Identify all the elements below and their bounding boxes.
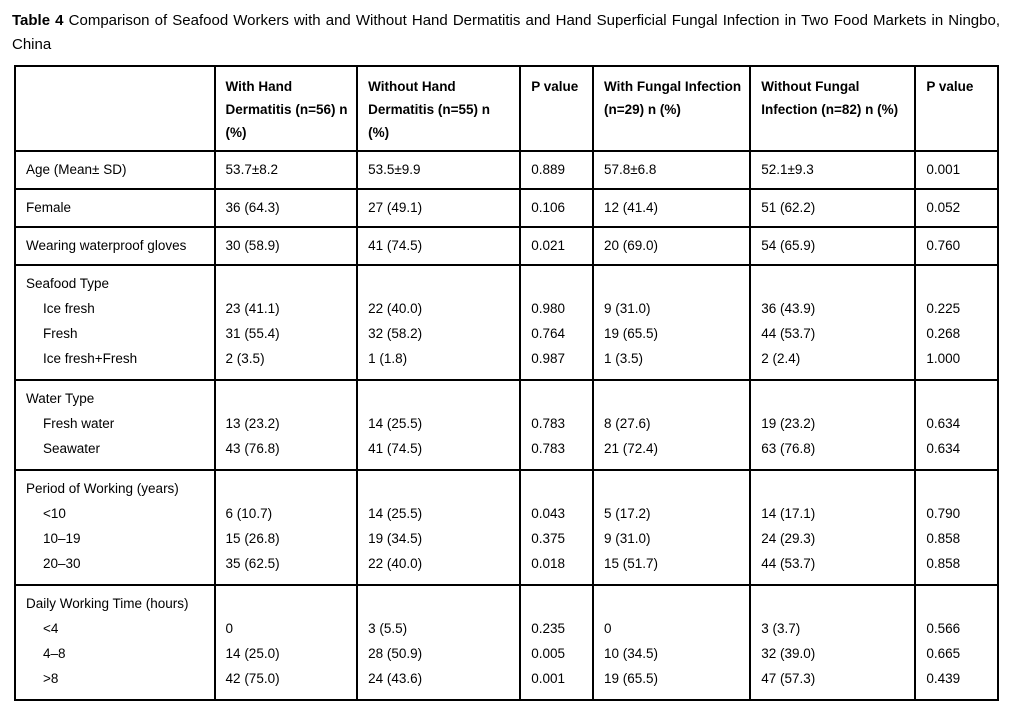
group-item-label: 20–30 [43, 556, 81, 571]
line-spacer [761, 591, 908, 616]
line-spacer [226, 591, 351, 616]
cell-value: 1 (1.8) [368, 351, 408, 366]
group-item-label: <4 [43, 621, 59, 636]
cell-value: 6 (10.7) [225, 506, 273, 521]
cell-value: 0.043 [531, 506, 566, 521]
group-data-cell [593, 380, 750, 470]
group-title: Seafood Type [26, 276, 110, 291]
cell-value: 0.001 [915, 151, 998, 189]
group-data-cell [915, 470, 998, 585]
cell-value: 53.7±8.2 [215, 151, 358, 189]
group-data-cell [215, 380, 358, 470]
line-spacer [761, 476, 908, 501]
cell-value: 54 (65.9) [750, 227, 915, 265]
line-spacer [761, 386, 908, 411]
line-spacer [926, 386, 991, 411]
line-spacer [226, 386, 351, 411]
row-label: Wearing waterproof gloves [15, 227, 215, 265]
cell-value: 57.8±6.8 [593, 151, 750, 189]
cell-value: 19 (34.5) [368, 531, 423, 546]
group-label-cell [15, 380, 215, 470]
column-header-p-value-2: P value [915, 66, 998, 151]
cell-value: 41 (74.5) [357, 227, 520, 265]
group-item-label: Fresh [43, 326, 78, 341]
cell-value: 0.858 [926, 556, 961, 571]
group-item-label: Ice fresh+Fresh [43, 351, 138, 366]
group-data-cell [915, 265, 998, 380]
group-data-cell [520, 380, 593, 470]
cell-value: 0.106 [520, 189, 593, 227]
group-data-cell [915, 585, 998, 700]
row-label: Age (Mean± SD) [15, 151, 215, 189]
line-spacer [226, 476, 351, 501]
cell-value: 14 (25.5) [368, 506, 423, 521]
cell-value: 0.783 [531, 416, 566, 431]
group-item-label: Seawater [43, 441, 101, 456]
line-spacer [531, 271, 586, 296]
cell-value: 9 (31.0) [603, 301, 651, 316]
cell-value: 20 (69.0) [593, 227, 750, 265]
cell-value: 1.000 [926, 351, 961, 366]
cell-value: 47 (57.3) [761, 671, 816, 686]
group-item-label: 10–19 [43, 531, 81, 546]
group-label-cell [15, 585, 215, 700]
group-data-cell [215, 265, 358, 380]
cell-value: 22 (40.0) [368, 556, 423, 571]
table-caption-label: Table 4 [12, 12, 64, 29]
cell-value: 14 (17.1) [761, 506, 816, 521]
table-group-water-type [15, 380, 998, 470]
cell-value: 0.439 [926, 671, 961, 686]
cell-value: 0.634 [926, 441, 961, 456]
group-title: Daily Working Time (hours) [26, 596, 189, 611]
cell-value: 32 (58.2) [368, 326, 423, 341]
cell-value: 0.021 [520, 227, 593, 265]
table-group-period-of-working [15, 470, 998, 585]
cell-value: 12 (41.4) [593, 189, 750, 227]
cell-value: 9 (31.0) [603, 531, 651, 546]
group-data-cell [357, 470, 520, 585]
line-spacer [761, 271, 908, 296]
cell-value: 31 (55.4) [225, 326, 280, 341]
cell-value: 0.760 [915, 227, 998, 265]
line-spacer [368, 386, 513, 411]
cell-value: 0.764 [531, 326, 566, 341]
cell-value: 2 (3.5) [225, 351, 265, 366]
cell-value: 13 (23.2) [225, 416, 280, 431]
table-row-gloves [15, 227, 998, 265]
group-data-cell [750, 470, 915, 585]
group-data-cell [593, 265, 750, 380]
cell-value: 0.858 [926, 531, 961, 546]
cell-value: 0.005 [531, 646, 566, 661]
line-spacer [926, 271, 991, 296]
line-spacer [368, 591, 513, 616]
cell-value: 0.634 [926, 416, 961, 431]
line-spacer [531, 591, 586, 616]
cell-value: 22 (40.0) [368, 301, 423, 316]
cell-value: 0.018 [531, 556, 566, 571]
column-header-variable [15, 66, 215, 151]
group-item-label: <10 [43, 506, 66, 521]
row-label: Female [15, 189, 215, 227]
cell-value: 3 (3.7) [761, 621, 801, 636]
cell-value: 36 (64.3) [215, 189, 358, 227]
column-header-with-dermatitis: With Hand Dermatitis (n=56) n (%) [215, 66, 358, 151]
cell-value: 0.783 [531, 441, 566, 456]
cell-value: 23 (41.1) [225, 301, 280, 316]
cell-value: 0.225 [926, 301, 961, 316]
cell-value: 2 (2.4) [761, 351, 801, 366]
table-header-row [15, 66, 998, 151]
cell-value: 36 (43.9) [761, 301, 816, 316]
group-data-cell [520, 585, 593, 700]
cell-value: 44 (53.7) [761, 556, 816, 571]
cell-value: 53.5±9.9 [357, 151, 520, 189]
group-label-cell [15, 470, 215, 585]
cell-value: 43 (76.8) [225, 441, 280, 456]
cell-value: 1 (3.5) [603, 351, 644, 366]
cell-value: 0.790 [926, 506, 961, 521]
cell-value: 0.566 [926, 621, 961, 636]
table-row-female [15, 189, 998, 227]
group-item-label: Fresh water [43, 416, 115, 431]
group-data-cell [750, 585, 915, 700]
cell-value: 21 (72.4) [603, 441, 659, 456]
cell-value: 8 (27.6) [603, 416, 651, 431]
column-header-without-dermatitis: Without Hand Dermatitis (n=55) n (%) [357, 66, 520, 151]
cell-value: 0.987 [531, 351, 566, 366]
line-spacer [926, 591, 991, 616]
line-spacer [926, 476, 991, 501]
group-data-cell [520, 470, 593, 585]
cell-value: 41 (74.5) [368, 441, 423, 456]
group-data-cell [215, 470, 358, 585]
line-spacer [604, 591, 743, 616]
table-group-seafood-type [15, 265, 998, 380]
line-spacer [604, 271, 743, 296]
cell-value: 63 (76.8) [761, 441, 816, 456]
group-data-cell [750, 265, 915, 380]
cell-value: 24 (29.3) [761, 531, 816, 546]
line-spacer [226, 271, 351, 296]
line-spacer [368, 271, 513, 296]
table-caption [12, 9, 1000, 57]
cell-value: 30 (58.9) [215, 227, 358, 265]
group-data-cell [750, 380, 915, 470]
cell-value: 44 (53.7) [761, 326, 816, 341]
cell-value: 19 (65.5) [603, 671, 659, 686]
group-title: Period of Working (years) [26, 481, 179, 496]
group-data-cell [357, 265, 520, 380]
cell-value: 0.235 [531, 621, 566, 636]
cell-value: 0.052 [915, 189, 998, 227]
group-data-cell [593, 585, 750, 700]
group-item-label: Ice fresh [43, 301, 95, 316]
cell-value: 15 (26.8) [225, 531, 280, 546]
cell-value: 19 (23.2) [761, 416, 816, 431]
group-title: Water Type [26, 391, 95, 406]
column-header-with-fungal: With Fungal Infection (n=29) n (%) [593, 66, 750, 151]
cell-value: 42 (75.0) [225, 671, 280, 686]
table-row-age [15, 151, 998, 189]
cell-value: 35 (62.5) [225, 556, 280, 571]
line-spacer [368, 476, 513, 501]
cell-value: 3 (5.5) [368, 621, 408, 636]
line-spacer [604, 386, 743, 411]
cell-value: 24 (43.6) [368, 671, 423, 686]
line-spacer [531, 386, 586, 411]
group-data-cell [357, 585, 520, 700]
group-data-cell [915, 380, 998, 470]
table-group-daily-working-time [15, 585, 998, 700]
group-data-cell [215, 585, 358, 700]
cell-value: 52.1±9.3 [750, 151, 915, 189]
cell-value: 0.268 [926, 326, 961, 341]
cell-value: 51 (62.2) [750, 189, 915, 227]
group-data-cell [520, 265, 593, 380]
cell-value: 19 (65.5) [603, 326, 659, 341]
line-spacer [604, 476, 743, 501]
cell-value: 0.665 [926, 646, 961, 661]
cell-value: 15 (51.7) [603, 556, 659, 571]
cell-value: 14 (25.0) [225, 646, 280, 661]
comparison-table [14, 65, 999, 701]
table-caption-text: Comparison of Seafood Workers with and Without Hand Dermatitis and Hand Superficial Fungal Infection in Two Food Markets in Ningbo, China [12, 12, 1000, 53]
cell-value: 5 (17.2) [603, 506, 651, 521]
cell-value: 0.889 [520, 151, 593, 189]
group-data-cell [593, 470, 750, 585]
group-item-label: 4–8 [43, 646, 66, 661]
cell-value: 28 (50.9) [368, 646, 423, 661]
line-spacer [531, 476, 586, 501]
column-header-p-value-1: P value [520, 66, 593, 151]
cell-value: 0.980 [531, 301, 566, 316]
cell-value: 27 (49.1) [357, 189, 520, 227]
group-item-label: >8 [43, 671, 59, 686]
cell-value: 10 (34.5) [603, 646, 659, 661]
group-data-cell [357, 380, 520, 470]
cell-value: 32 (39.0) [761, 646, 816, 661]
group-label-cell [15, 265, 215, 380]
cell-value: 0 [603, 621, 612, 636]
cell-value: 0.375 [531, 531, 566, 546]
cell-value: 0 [225, 621, 234, 636]
cell-value: 0.001 [531, 671, 566, 686]
cell-value: 14 (25.5) [368, 416, 423, 431]
column-header-without-fungal: Without Fungal Infection (n=82) n (%) [750, 66, 915, 151]
